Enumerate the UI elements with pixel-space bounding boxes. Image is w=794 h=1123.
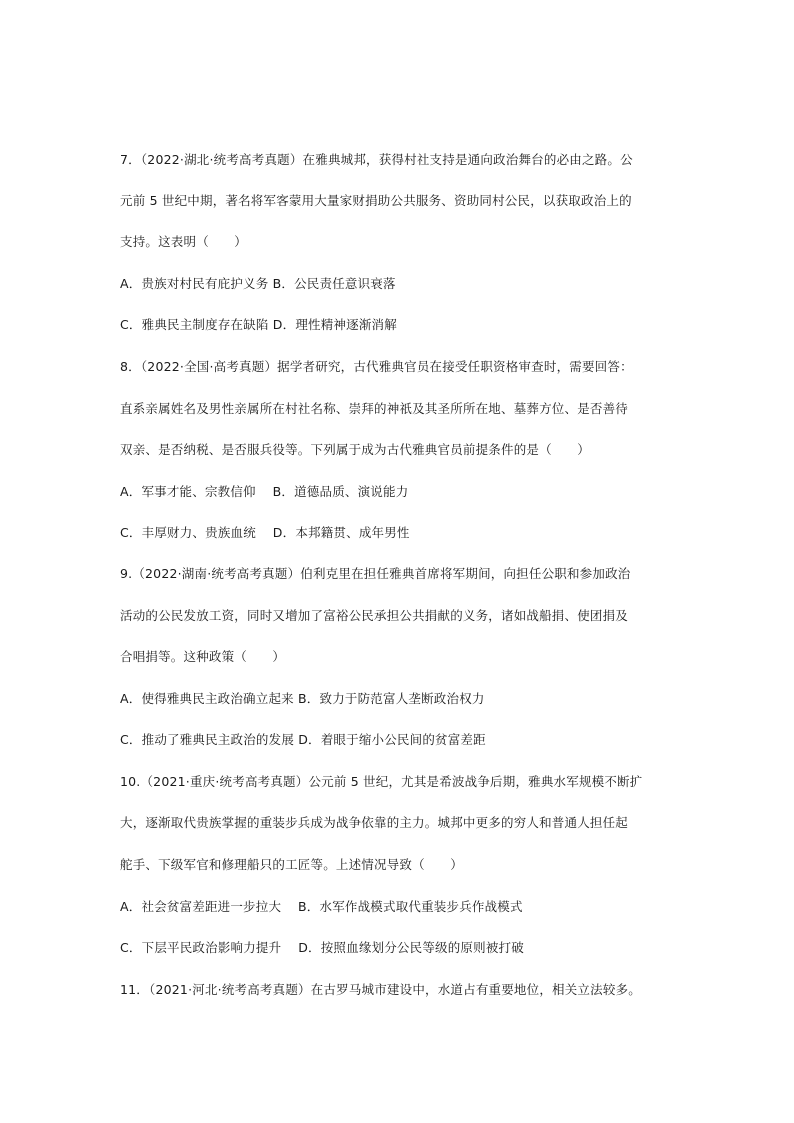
q7-options-ab: A．贵族对村民有庇护义务 B．公民责任意识衰落: [120, 276, 396, 291]
q7-options-cd: C．雅典民主制度存在缺陷 D．理性精神逐渐消解: [120, 317, 397, 332]
q7-stem-line-2: 元前 5 世纪中期，著名将军客蒙用大量家财捐助公共服务、资助同村公民，以获取政治上的: [120, 193, 632, 208]
q9-stem-line-2: 活动的公民发放工资，同时又增加了富裕公民承担公共捐献的义务，诸如战船捐、使团捐及: [120, 608, 629, 623]
q8-stem-line-1: 8．（2022·全国·高考真题）据学者研究，古代雅典官员在接受任职资格审查时，需要回答：: [120, 359, 633, 374]
q10-stem-line-3: 舵手、下级军官和修理船只的工匠等。上述情况导致（ ）: [120, 857, 463, 872]
q11-stem-line-1: 11．（2021·河北·统考高考真题）在古罗马城市建设中，水道占有重要地位，相关立法较多。: [120, 982, 641, 997]
q10-stem-line-1: 10.（2021·重庆·统考高考真题）公元前 5 世纪，尤其是希波战争后期，雅典水军规模不断扩: [120, 774, 643, 789]
q7-stem-line-3: 支持。这表明（ ）: [120, 234, 248, 249]
q10-stem-line-2: 大，逐渐取代贵族掌握的重装步兵成为战争依靠的主力。城邦中更多的穷人和普通人担任起: [120, 815, 629, 830]
q8-stem-line-3: 双亲、是否纳税、是否服兵役等。下列属于成为古代雅典官员前提条件的是（ ）: [120, 442, 590, 457]
q9-stem-line-3: 合唱捐等。这种政策（ ）: [120, 649, 286, 664]
q9-options-cd: C．推动了雅典民主政治的发展 D．着眼于缩小公民间的贫富差距: [120, 732, 486, 747]
q8-stem-line-2: 直系亲属姓名及男性亲属所在村社名称、崇拜的神祇及其圣所所在地、墓葬方位、是否善待: [120, 401, 629, 416]
q8-options-ab: A．军事才能、宗教信仰 B．道德品质、演说能力: [120, 484, 409, 499]
q9-stem-line-1: 9.（2022·湖南·统考高考真题）伯利克里在担任雅典首席将军期间，向担任公职和参加政治: [120, 566, 631, 581]
q8-options-cd: C．丰厚财力、贵族血统 D．本邦籍贯、成年男性: [120, 525, 410, 540]
q9-options-ab: A．使得雅典民主政治确立起来 B．致力于防范富人垄断政治权力: [120, 691, 485, 706]
q7-stem-line-1: 7．（2022·湖北·统考高考真题）在雅典城邦，获得村社支持是通向政治舞台的必由之路。公: [120, 152, 633, 167]
q10-options-cd: C．下层平民政治影响力提升 D．按照血缘划分公民等级的原则被打破: [120, 940, 524, 955]
q10-options-ab: A．社会贫富差距进一步拉大 B．水军作战模式取代重装步兵作战模式: [120, 899, 523, 914]
